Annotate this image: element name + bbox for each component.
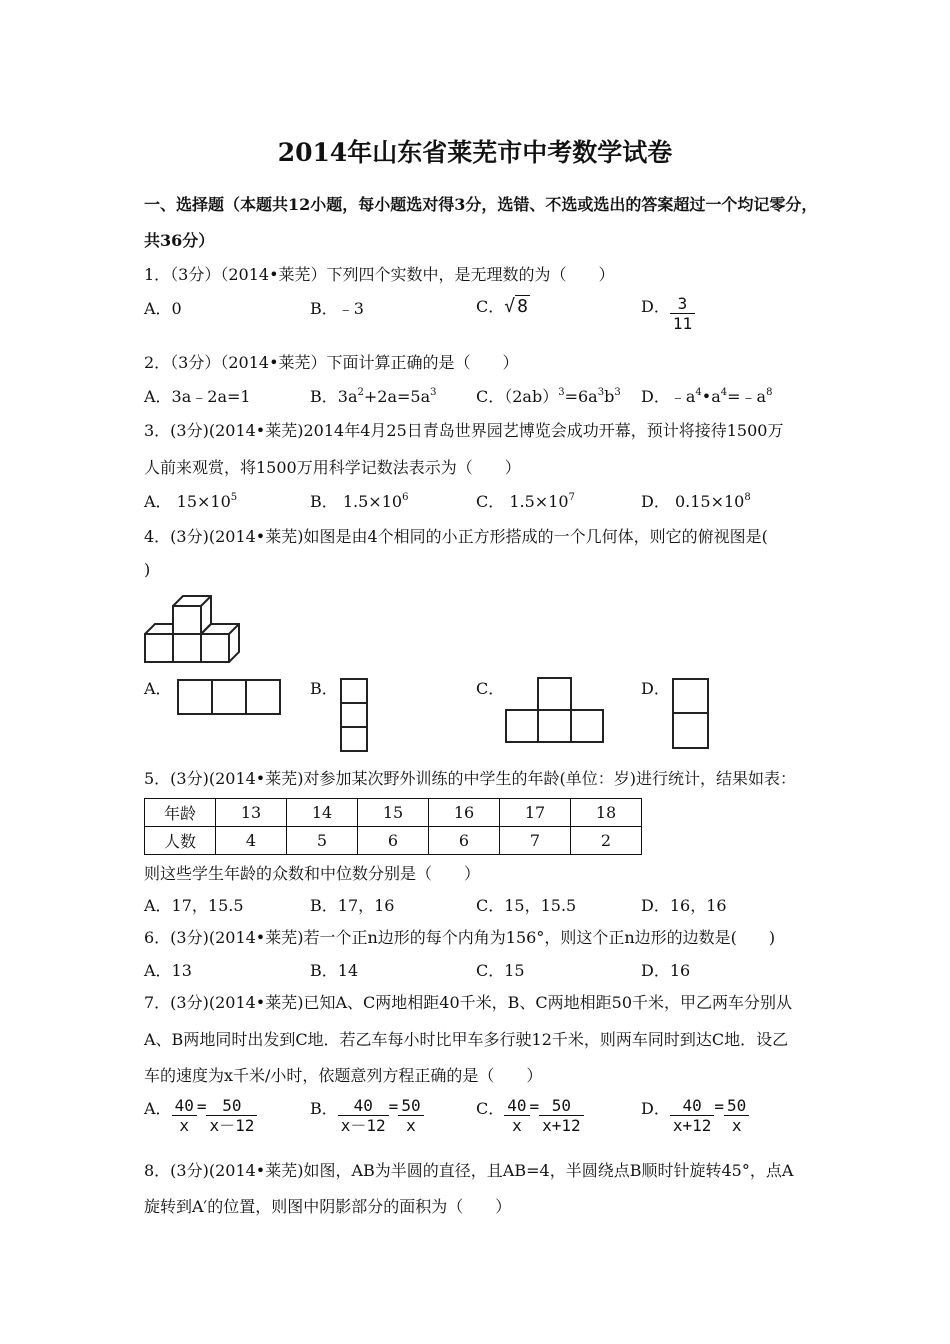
fraction <box>398 1096 423 1136</box>
table-cell: 4 <box>216 827 287 855</box>
exponent: 3 <box>558 387 565 398</box>
q2-option-a: A．3a﹣2a=1 <box>144 387 251 406</box>
denominator: x－12 <box>209 1116 255 1135</box>
label: C． <box>476 492 505 511</box>
numerator: 50 <box>539 1096 584 1116</box>
q6-option-b: B．14 <box>310 961 359 980</box>
q1-option-b: B．﹣3 <box>310 299 364 318</box>
fraction <box>670 1096 715 1136</box>
section-heading: 一、选择题（本题共12小题，每小题选对得3分，选错、不选或选出的答案超过一个均记零分， <box>144 195 818 214</box>
exponent: 4 <box>695 387 702 398</box>
fraction <box>172 1096 197 1136</box>
exponent: 8 <box>744 492 751 503</box>
q5-option-d: D．16，16 <box>641 896 727 915</box>
fraction-3-11 <box>670 294 695 334</box>
sqrt-radicand: 8 <box>517 296 528 317</box>
equals-sign: = <box>196 1097 207 1116</box>
q7-option-c <box>476 1096 584 1136</box>
sqrt-8 <box>504 295 530 317</box>
q1-option-d-label: D． <box>641 297 670 316</box>
numerator: 50 <box>206 1096 257 1116</box>
q2-option-d <box>641 384 772 407</box>
denominator: x <box>731 1116 742 1135</box>
exponent: 4 <box>720 387 728 398</box>
table-row <box>145 827 642 855</box>
question-5-ask: 则这些学生年龄的众数和中位数分别是（ ） <box>144 864 481 883</box>
table-cell: 6 <box>429 827 500 855</box>
fraction <box>724 1096 749 1136</box>
q5-option-c: C．15，15.5 <box>476 896 577 915</box>
q3-option-d <box>641 489 751 512</box>
numerator: 40 <box>172 1096 197 1116</box>
exponent: 3 <box>614 387 621 398</box>
text: 1.5×10 <box>509 492 569 511</box>
numerator: 40 <box>504 1096 529 1116</box>
page-title: 2014年山东省莱芜市中考数学试卷 <box>277 138 673 167</box>
question-7-line-2: A、B两地同时出发到C地．若乙车每小时比甲车多行驶12千米，则两车同时到达C地．设乙 <box>144 1030 789 1049</box>
question-8-line-1: 8．(3分)(2014•莱芜)如图，AB为半圆的直径，且AB=4，半圆绕点B顺时针旋转45°，点A <box>144 1161 794 1180</box>
q4-option-b-label: B． <box>310 679 338 698</box>
q2-option-c <box>476 384 621 407</box>
q4-option-c-figure <box>504 676 606 746</box>
q4-option-d-figure <box>671 677 711 751</box>
denominator: 11 <box>672 314 693 333</box>
exponent: 5 <box>230 492 238 503</box>
q6-option-d: D．16 <box>641 961 691 980</box>
table-cell: 年龄 <box>145 799 216 827</box>
q7-option-a <box>144 1096 257 1136</box>
label: D． <box>641 492 670 511</box>
exponent: 8 <box>766 387 773 398</box>
fraction <box>338 1096 389 1136</box>
q6-option-a: A．13 <box>144 961 192 980</box>
question-7-line-1: 7．(3分)(2014•莱芜)已知A、C两地相距40千米，B、C两地相距50千米，甲乙两车分别从 <box>144 993 793 1012</box>
exponent: 6 <box>402 492 409 503</box>
text: =6a <box>564 387 598 406</box>
numerator: 50 <box>724 1096 749 1116</box>
table-cell: 16 <box>429 799 500 827</box>
exponent: 3 <box>597 387 605 398</box>
numerator: 50 <box>398 1096 423 1116</box>
label: C． <box>476 1099 505 1118</box>
question-4-line-1: 4．(3分)(2014•莱芜)如图是由4个相同的小正方形搭成的一个几何体，则它的俯视图是( <box>144 527 768 546</box>
text: B．3a <box>310 387 358 406</box>
text: +2a=5a <box>363 387 431 406</box>
table-cell: 6 <box>358 827 429 855</box>
table-cell: 2 <box>571 827 642 855</box>
q1-option-d <box>641 294 695 334</box>
label: B． <box>310 492 338 511</box>
cube-solid-figure <box>140 588 244 668</box>
table-cell: 17 <box>500 799 571 827</box>
q5-option-b: B．17，16 <box>310 896 395 915</box>
text: •a <box>701 387 721 406</box>
table-cell: 13 <box>216 799 287 827</box>
text: 0.15×10 <box>674 492 745 511</box>
question-2-stem: 2．（3分）（2014•莱芜）下面计算正确的是（ ） <box>144 353 519 372</box>
text: C．（2ab） <box>476 387 559 406</box>
q4-option-a-label: A． <box>144 679 172 698</box>
exponent: 3 <box>430 387 437 398</box>
equals-sign: = <box>529 1097 540 1116</box>
numerator: 40 <box>338 1096 389 1116</box>
denominator: x－12 <box>340 1116 386 1135</box>
denominator: x <box>406 1116 416 1135</box>
q3-option-b <box>310 489 408 512</box>
label: B． <box>310 1099 338 1118</box>
q6-option-c: C．15 <box>476 961 525 980</box>
sqrt-sign: √ <box>504 296 516 317</box>
exponent: 2 <box>357 387 364 398</box>
text: D．﹣a <box>641 387 696 406</box>
table-cell: 18 <box>571 799 642 827</box>
q4-option-b-figure <box>339 677 369 755</box>
fraction <box>504 1096 529 1136</box>
table-cell: 人数 <box>145 827 216 855</box>
exponent: 7 <box>568 492 575 503</box>
q1-option-a: A．0 <box>144 299 182 318</box>
q1-option-c <box>476 294 530 317</box>
denominator: x <box>512 1116 522 1135</box>
text: b <box>604 387 615 406</box>
numerator: 3 <box>670 294 695 314</box>
q1-option-c-label: C． <box>476 297 505 316</box>
table-row <box>145 799 642 827</box>
q4-option-d-label: D． <box>641 679 670 698</box>
question-6-stem: 6．(3分)(2014•莱芜)若一个正n边形的每个内角为156°，则这个正n边形的边数是( ) <box>144 928 776 947</box>
age-table <box>144 798 642 855</box>
question-1-stem: 1．（3分）（2014•莱芜）下列四个实数中，是无理数的为（ ） <box>144 265 615 284</box>
section-heading-cont: 共36分） <box>144 231 215 250</box>
q4-option-a-figure <box>176 678 284 718</box>
fraction <box>539 1096 584 1136</box>
numerator: 40 <box>670 1096 715 1116</box>
table-cell: 5 <box>287 827 358 855</box>
denominator: x+12 <box>672 1116 712 1135</box>
table-cell: 7 <box>500 827 571 855</box>
denominator: x <box>179 1116 190 1135</box>
text: 1.5×10 <box>342 492 403 511</box>
question-8-line-2: 旋转到A′的位置，则图中阴影部分的面积为（ ） <box>144 1197 512 1216</box>
q5-option-a: A．17，15.5 <box>144 896 244 915</box>
q3-option-c <box>476 489 575 512</box>
fraction <box>206 1096 257 1136</box>
table-cell: 15 <box>358 799 429 827</box>
question-5-stem: 5．(3分)(2014•莱芜)对参加某次野外训练的中学生的年龄(单位：岁)进行统计，结果如表： <box>144 769 796 788</box>
text: 15×10 <box>176 492 231 511</box>
q4-option-c-label: C． <box>476 679 505 698</box>
label: D． <box>641 1099 670 1118</box>
question-3-line-1: 3．(3分)(2014•莱芜)2014年4月25日青岛世界园艺博览会成功开幕，预计将接待1500万 <box>144 421 784 440</box>
text: =﹣a <box>727 387 767 406</box>
question-4-line-2: ) <box>144 560 151 579</box>
q7-option-b <box>310 1096 424 1136</box>
q2-option-b <box>310 384 436 407</box>
label: A． <box>144 1099 172 1118</box>
equals-sign: = <box>388 1097 399 1116</box>
label: A． <box>144 492 172 511</box>
question-7-line-3: 车的速度为x千米/小时，依题意列方程正确的是（ ） <box>144 1066 543 1085</box>
table-cell: 14 <box>287 799 358 827</box>
q3-option-a <box>144 489 237 512</box>
q7-option-d <box>641 1096 749 1136</box>
equals-sign: = <box>714 1097 725 1116</box>
denominator: x+12 <box>542 1116 581 1135</box>
question-3-line-2: 人前来观赏，将1500万用科学记数法表示为（ ） <box>144 458 521 477</box>
